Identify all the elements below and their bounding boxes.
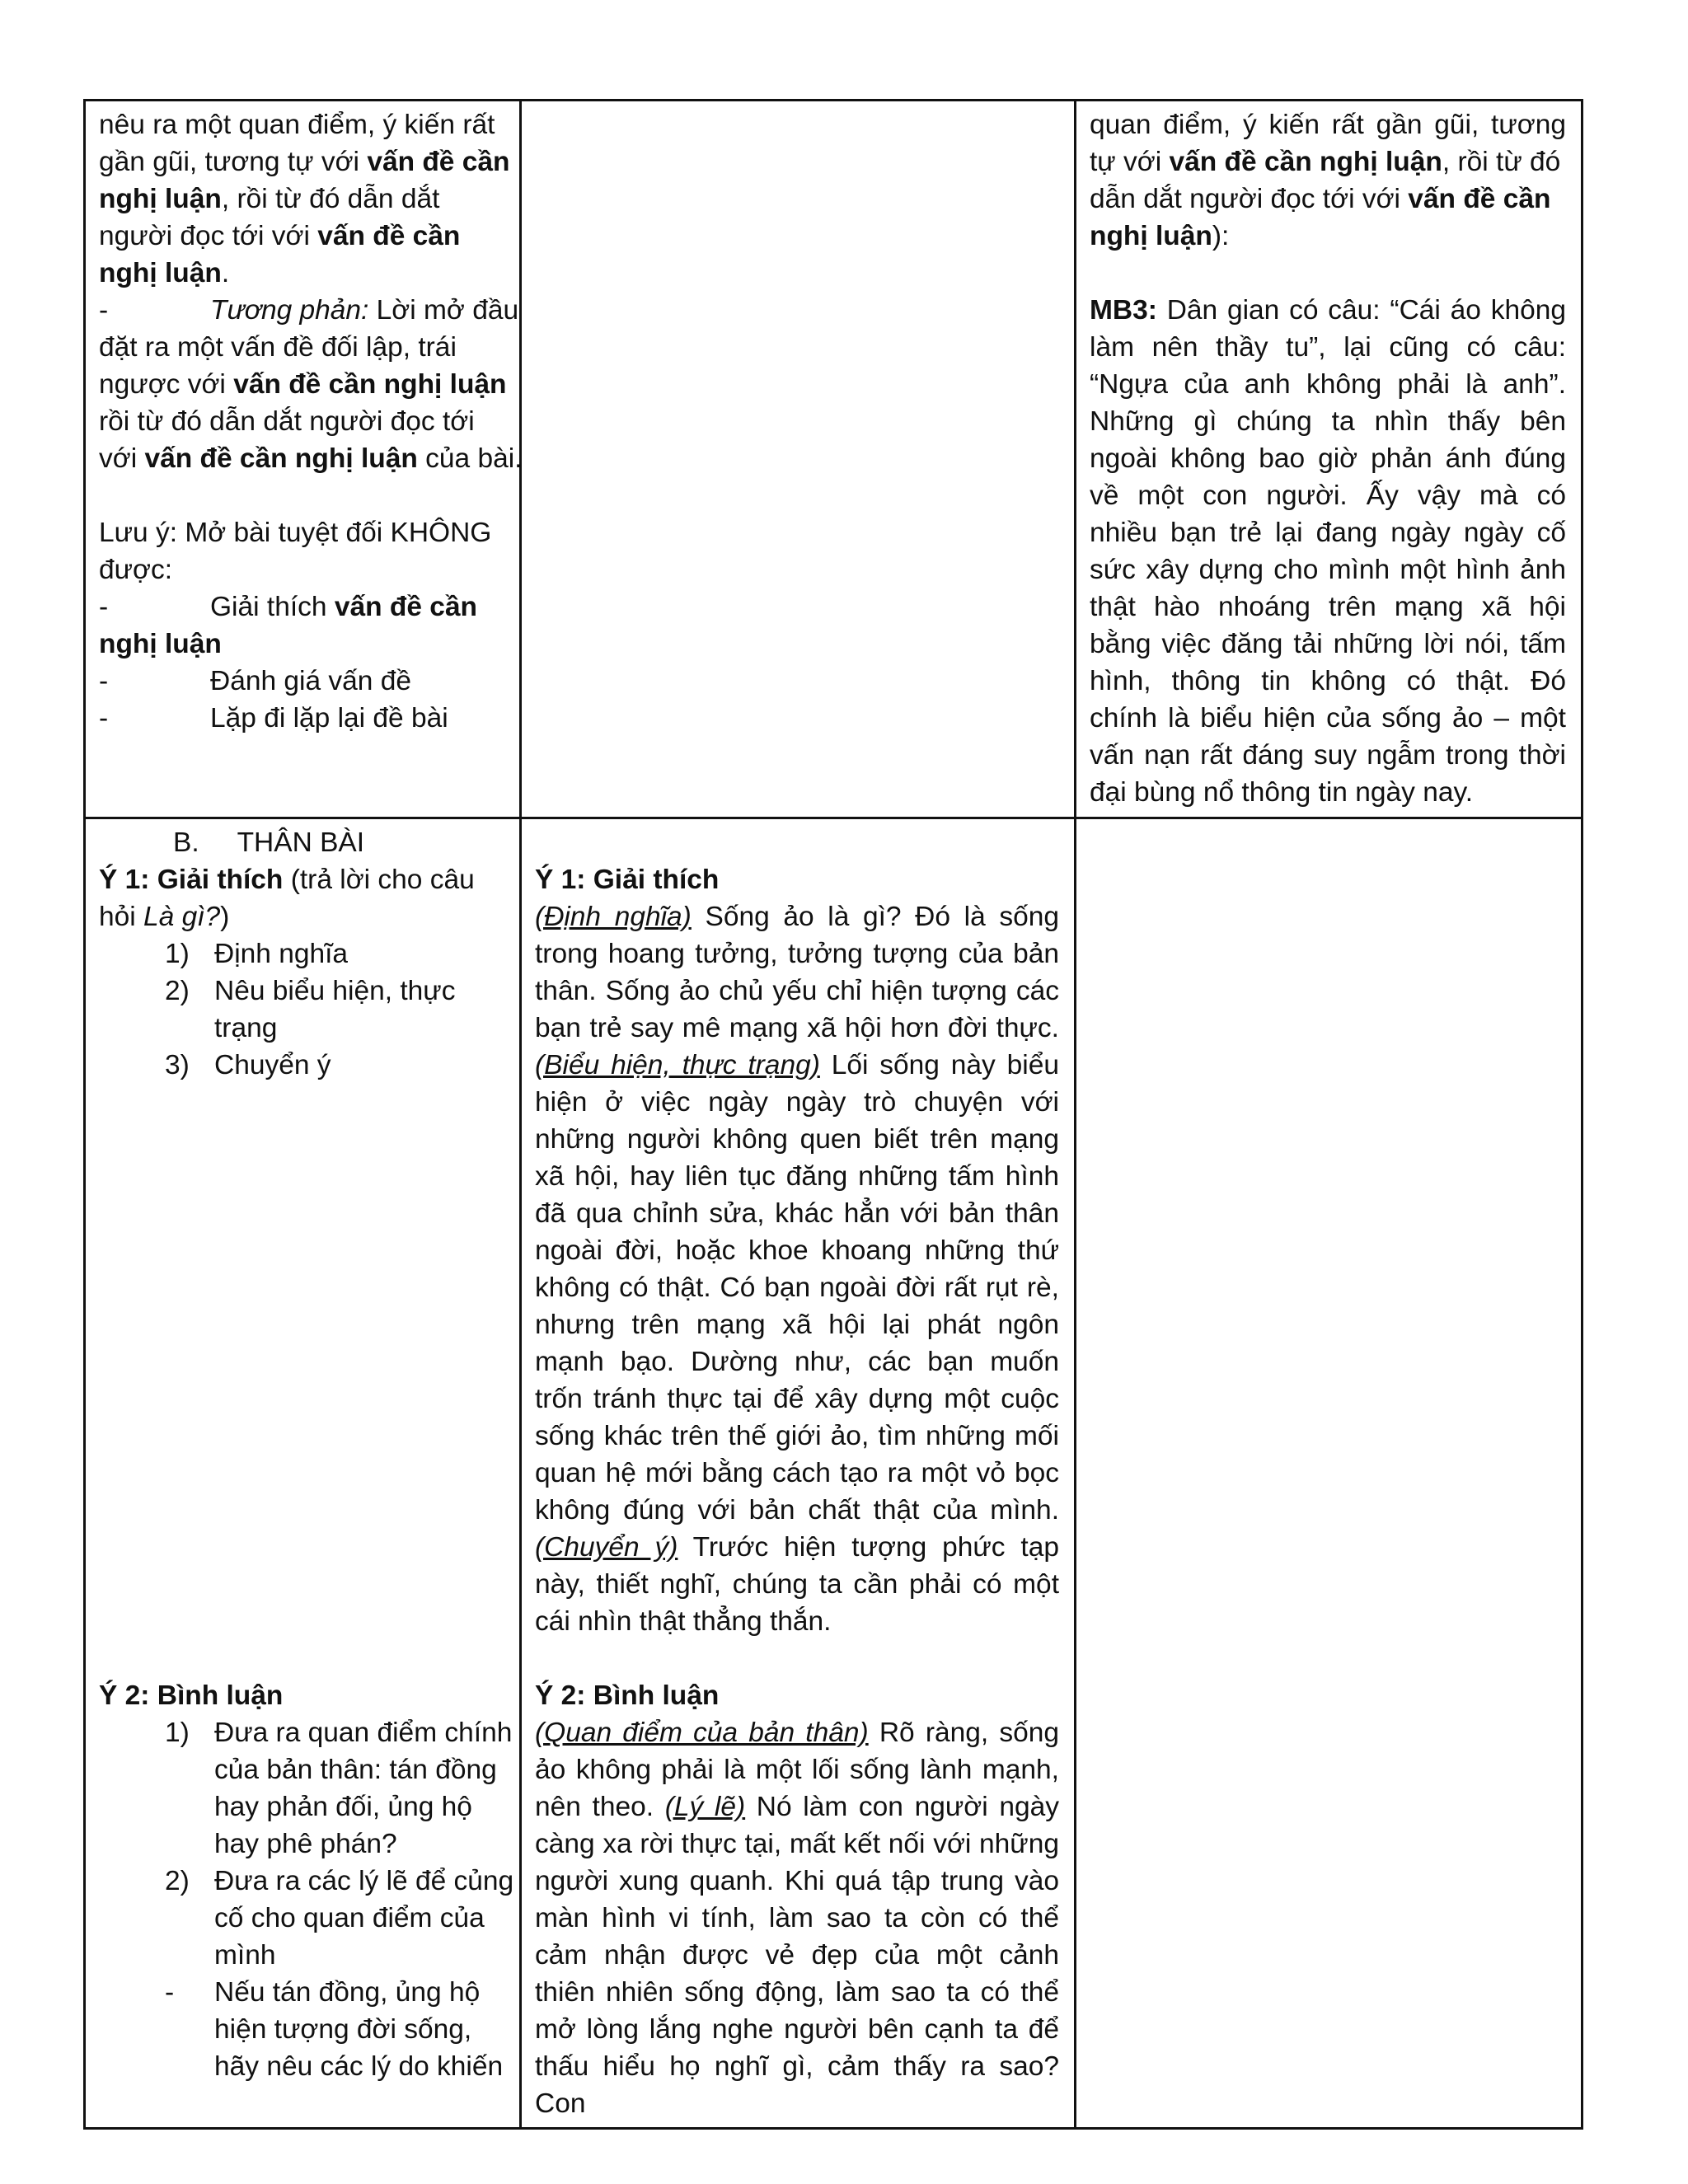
text-line: nên theo. (Lý lẽ) Nó làm con người ngày (535, 1792, 1059, 1822)
text-line: nhưng trên mạng xã hội lại phát ngôn (535, 1310, 1059, 1340)
text-line: được: (99, 555, 173, 585)
cell-example-body (521, 818, 1076, 2129)
text-line: mở lòng lắng nghe người bên cạnh ta để (535, 2014, 1059, 2045)
text-line: hình, thông tin không có thật. Đó (1090, 666, 1566, 696)
text-line: hiện ở việc ngày ngày trò chuyện với (535, 1087, 1059, 1118)
text-line: cái nhìn thật thẳng thắn. (535, 1606, 832, 1637)
text-line: Những gì chúng ta nhìn thấy bên (1090, 406, 1566, 437)
outline-table (83, 99, 1583, 2130)
list-item: 1) Định nghĩa (165, 939, 349, 969)
text-line: nhiều bạn trẻ lại đang ngày ngày cố (1090, 518, 1566, 548)
list-item: - Lặp đi lặp lại đề bài (99, 703, 448, 733)
text-line: hay phản đối, ủng hộ (214, 1792, 472, 1822)
text-line: thiên nhiên sống động, làm sao ta có thể (535, 1977, 1059, 2008)
table-row (85, 818, 1582, 2129)
text-line: không đúng với bản chất thật của mình. (535, 1495, 1059, 1526)
text-line: quan hệ mới bằng cách tạo ra một vỏ bọc (535, 1458, 1059, 1488)
text-line: (Quan điểm của bản thân) Rõ ràng, sống (535, 1718, 1059, 1748)
y1-heading: Ý 1: Giải thích (trả lời cho câu (99, 865, 475, 895)
tuong-phan-item: - Tương phản: Lời mở đầu (99, 295, 519, 326)
mb3-line: MB3: Dân gian có câu: “Cái áo không (1090, 295, 1566, 326)
text-line: màn hình vi tính, làm sao ta còn có thể (535, 1903, 1059, 1933)
text-line: nghị luận. (99, 258, 230, 288)
text-line: quan điểm, ý kiến rất gần gũi, tương (1090, 110, 1566, 140)
y2-heading: Ý 2: Bình luận (99, 1680, 284, 1711)
text-line: gần gũi, tương tự với vấn đề cần (99, 147, 510, 177)
text-line: hiện tượng đời sống, (214, 2014, 472, 2045)
list-item: 1) Đưa ra quan điểm chính (165, 1718, 513, 1748)
text-line: (Biểu hiện, thực trạng) Lối sống này biểu (535, 1050, 1059, 1080)
list-item: - Nếu tán đồng, ủng hộ (165, 1977, 481, 2008)
text-line: trốn tránh thực tại để xây dựng một cuộc (535, 1384, 1059, 1414)
text-line: hãy nêu các lý do khiến (214, 2051, 504, 2082)
text-line: (Chuyển ý) Trước hiện tượng phức tạp (535, 1532, 1059, 1563)
text-line: “Ngựa của anh không phải là anh”. (1090, 369, 1566, 400)
text-line: xã hội, hay liên tục đăng những tấm hình (535, 1161, 1059, 1192)
text-line: bằng việc đăng tải những lời nói, tấm (1090, 629, 1566, 659)
text-line: ngoài đời, hoặc khoe khoang những thứ (535, 1235, 1059, 1266)
y1-heading: Ý 1: Giải thích (535, 865, 720, 895)
text-line: người xung quanh. Khi quá tập trung vào (535, 1866, 1059, 1896)
text-line: những người không quen biết trên mạng (535, 1124, 1059, 1155)
text-line: ngoài không bao giờ phản ánh đúng (1090, 443, 1566, 474)
text-line: này, thiết nghĩ, chúng ta cần phải có một (535, 1569, 1059, 1600)
text-line: ngược với vấn đề cần nghị luận (99, 369, 507, 400)
text-line: rồi từ đó dẫn dắt người đọc tới (99, 406, 475, 437)
text-line: sống khác trên thế giới ảo, tìm những mối (535, 1421, 1059, 1451)
note-heading: Lưu ý: Mở bài tuyệt đối KHÔNG (99, 518, 492, 548)
cell-guide-body (85, 818, 521, 2129)
text-line: hay phê phán? (214, 1829, 397, 1859)
text-line: đại bùng nổ thông tin ngày nay. (1090, 777, 1474, 808)
list-item: 3) Chuyển ý (165, 1050, 331, 1080)
text-line: thân. Sống ảo chủ yếu chỉ hiện tượng các (535, 976, 1059, 1006)
text-line: tự với vấn đề cần nghị luận, rồi từ đó (1090, 147, 1561, 177)
text-line: với vấn đề cần nghị luận của bài. (99, 443, 523, 474)
text-line: mạnh bạo. Dường như, các bạn muốn (535, 1347, 1059, 1377)
y2-heading: Ý 2: Bình luận (535, 1680, 720, 1711)
list-item: - Giải thích vấn đề cần (99, 592, 477, 622)
text-line: người đọc tới với vấn đề cần (99, 221, 461, 251)
text-line: bạn trẻ say mê mạng xã hội hơn đời thực. (535, 1013, 1059, 1043)
text-line: nghị luận): (1090, 221, 1230, 251)
text-line: chính là biểu hiện của sống ảo – một (1090, 703, 1566, 733)
cell-empty (1076, 818, 1582, 2129)
text-line: dẫn dắt người đọc tới với vấn đề cần (1090, 184, 1551, 214)
cell-empty (521, 101, 1076, 818)
text-line: sức xây dựng cho mình một hình ảnh (1090, 555, 1566, 585)
section-heading: B. THÂN BÀI (173, 827, 365, 858)
cell-example-intro (1076, 101, 1582, 818)
list-item: 2) Nêu biểu hiện, thực (165, 976, 456, 1006)
text-line: nêu ra một quan điểm, ý kiến rất (99, 110, 495, 140)
table-row (85, 101, 1582, 818)
text-line: của bản thân: tán đồng (214, 1755, 497, 1785)
text-line: cố cho quan điểm của (214, 1903, 485, 1933)
text-line: càng xa rời thực tại, mất kết nối với những (535, 1829, 1059, 1859)
text-line: làm nên thầy tu”, lại cũng có câu: (1090, 332, 1566, 363)
text-line: trong hoang tưởng, tưởng tượng của bản (535, 939, 1059, 969)
text-line: cảm nhận được vẻ đẹp của một cảnh (535, 1940, 1059, 1971)
list-item: - Đánh giá vấn đề (99, 666, 411, 696)
text-line: nghị luận, rồi từ đó dẫn dắt (99, 184, 440, 214)
text-line: vấn nạn rất đáng suy ngẫm trong thời (1090, 740, 1566, 771)
text-line: ảo không phải là một lối sống lành mạnh, (535, 1755, 1059, 1785)
text-line: mình (214, 1940, 276, 1971)
text-line: đã qua chỉnh sửa, khác hẳn với bản thân (535, 1198, 1059, 1229)
text-line: không có thật. Có bạn ngoài đời rất rụt rè, (535, 1272, 1059, 1303)
text-line: đặt ra một vấn đề đối lập, trái (99, 332, 457, 363)
text-line: thấu hiểu họ nghĩ gì, cảm thấy ra sao? Con (535, 2051, 1059, 2119)
cell-guide-intro (85, 101, 521, 818)
text-line: về một con người. Ấy vậy mà có (1090, 480, 1566, 511)
text-line: thật hào nhoáng trên mạng xã hội (1090, 592, 1566, 622)
text-line: trạng (214, 1013, 278, 1043)
text-line: hỏi Là gì?) (99, 902, 230, 932)
text-line: nghị luận (99, 629, 222, 659)
text-line: (Định nghĩa) Sống ảo là gì? Đó là sống (535, 902, 1060, 932)
list-item: 2) Đưa ra các lý lẽ để củng (165, 1866, 514, 1896)
